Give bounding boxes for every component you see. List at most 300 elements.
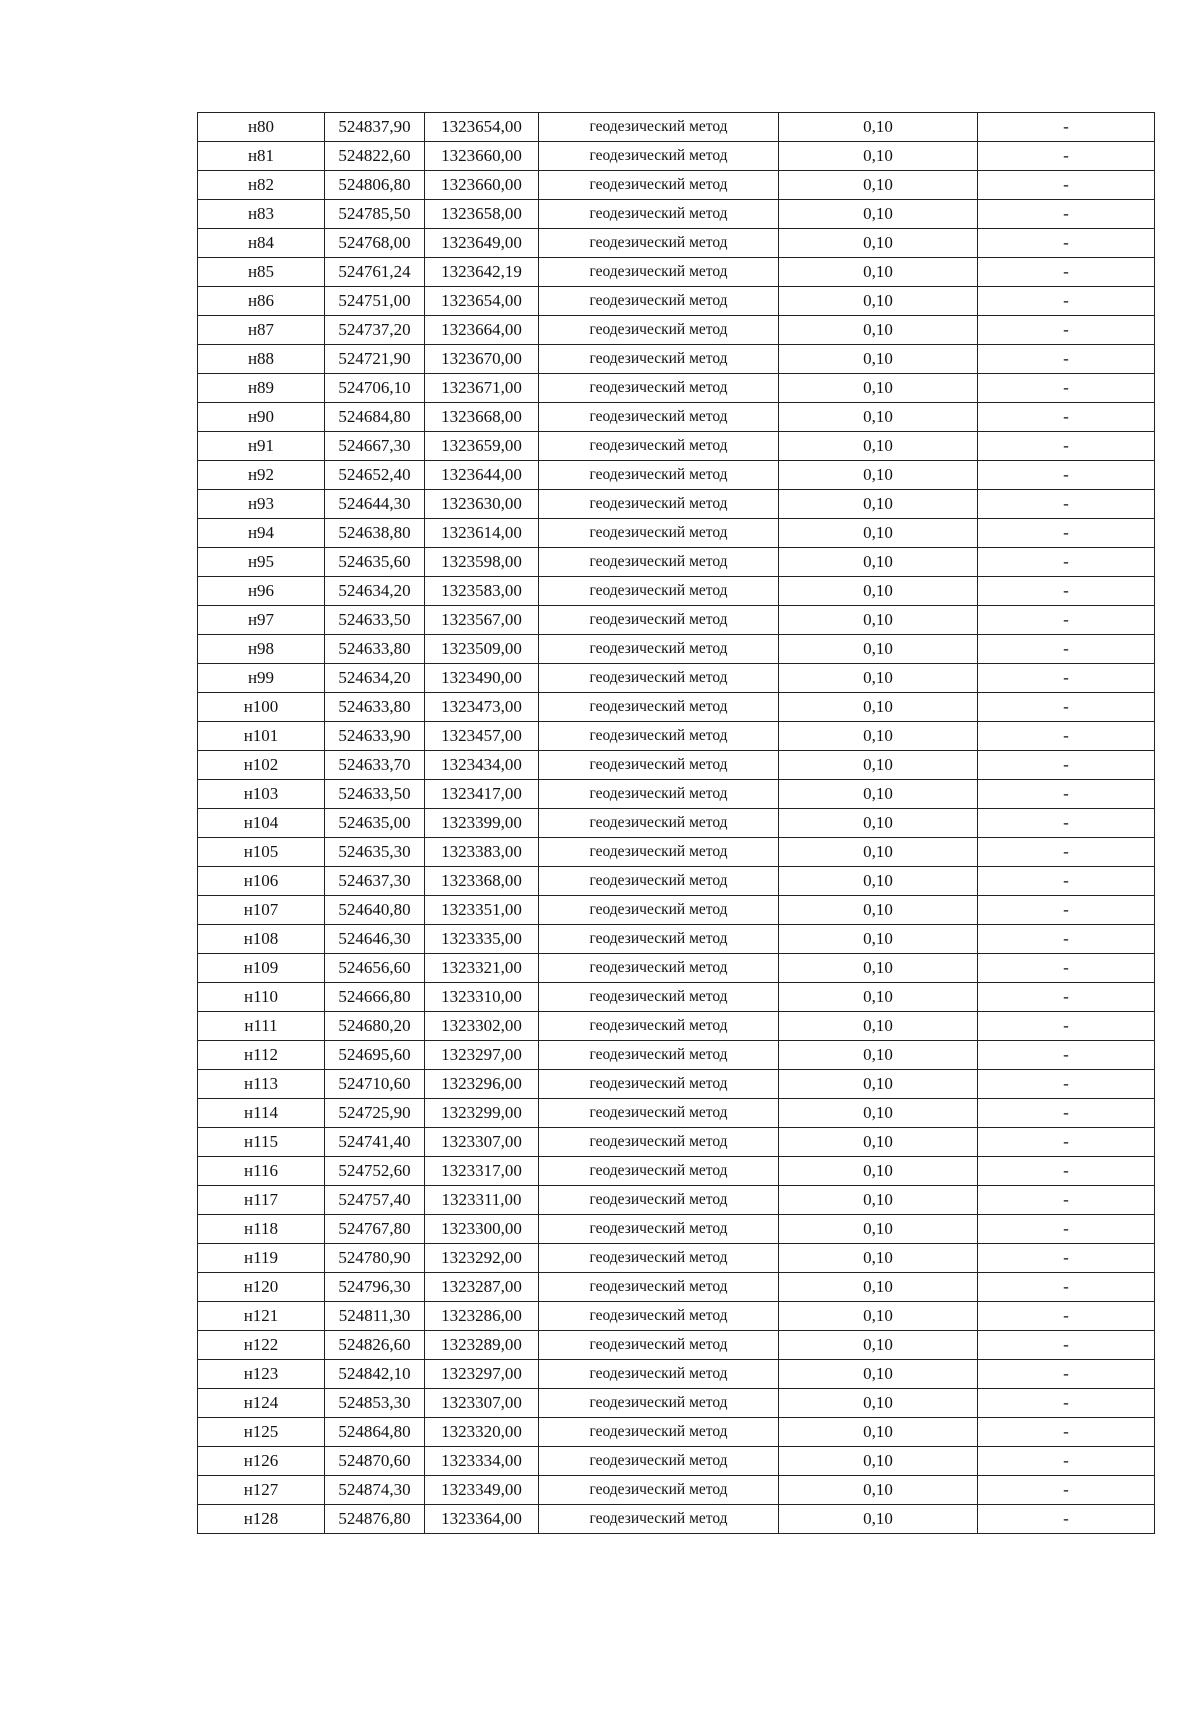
note-cell: - [978,1244,1155,1273]
method-cell: геодезический метод [539,258,779,287]
x-coordinate-cell: 524644,30 [325,490,425,519]
point-name-cell: н128 [198,1505,325,1534]
point-name-cell: н116 [198,1157,325,1186]
point-name-cell: н126 [198,1447,325,1476]
x-coordinate-cell: 524737,20 [325,316,425,345]
point-name-cell: н81 [198,142,325,171]
accuracy-cell: 0,10 [779,1070,978,1099]
note-cell: - [978,867,1155,896]
method-cell: геодезический метод [539,519,779,548]
table-row [198,200,1155,229]
method-cell: геодезический метод [539,577,779,606]
note-cell: - [978,1505,1155,1534]
y-coordinate-cell: 1323335,00 [425,925,539,954]
table-row [198,1273,1155,1302]
x-coordinate-cell: 524633,80 [325,693,425,722]
y-coordinate-cell: 1323399,00 [425,809,539,838]
note-cell: - [978,1418,1155,1447]
table-row [198,345,1155,374]
accuracy-cell: 0,10 [779,954,978,983]
method-cell: геодезический метод [539,780,779,809]
note-cell: - [978,606,1155,635]
note-cell: - [978,519,1155,548]
note-cell: - [978,432,1155,461]
y-coordinate-cell: 1323349,00 [425,1476,539,1505]
x-coordinate-cell: 524767,80 [325,1215,425,1244]
accuracy-cell: 0,10 [779,606,978,635]
accuracy-cell: 0,10 [779,693,978,722]
point-name-cell: н103 [198,780,325,809]
note-cell: - [978,983,1155,1012]
x-coordinate-cell: 524637,30 [325,867,425,896]
y-coordinate-cell: 1323671,00 [425,374,539,403]
accuracy-cell: 0,10 [779,171,978,200]
point-name-cell: н113 [198,1070,325,1099]
note-cell: - [978,258,1155,287]
table-row [198,780,1155,809]
method-cell: геодезический метод [539,1215,779,1244]
y-coordinate-cell: 1323567,00 [425,606,539,635]
y-coordinate-cell: 1323664,00 [425,316,539,345]
x-coordinate-cell: 524768,00 [325,229,425,258]
accuracy-cell: 0,10 [779,1099,978,1128]
accuracy-cell: 0,10 [779,867,978,896]
x-coordinate-cell: 524635,00 [325,809,425,838]
point-name-cell: н102 [198,751,325,780]
accuracy-cell: 0,10 [779,1331,978,1360]
y-coordinate-cell: 1323317,00 [425,1157,539,1186]
point-name-cell: н84 [198,229,325,258]
accuracy-cell: 0,10 [779,664,978,693]
method-cell: геодезический метод [539,1244,779,1273]
method-cell: геодезический метод [539,432,779,461]
y-coordinate-cell: 1323307,00 [425,1128,539,1157]
accuracy-cell: 0,10 [779,577,978,606]
note-cell: - [978,780,1155,809]
method-cell: геодезический метод [539,1302,779,1331]
point-name-cell: н89 [198,374,325,403]
method-cell: геодезический метод [539,548,779,577]
y-coordinate-cell: 1323289,00 [425,1331,539,1360]
accuracy-cell: 0,10 [779,229,978,258]
x-coordinate-cell: 524652,40 [325,461,425,490]
x-coordinate-cell: 524751,00 [325,287,425,316]
y-coordinate-cell: 1323583,00 [425,577,539,606]
y-coordinate-cell: 1323311,00 [425,1186,539,1215]
table-row [198,1244,1155,1273]
method-cell: геодезический метод [539,1476,779,1505]
table-row [198,229,1155,258]
method-cell: геодезический метод [539,809,779,838]
method-cell: геодезический метод [539,1360,779,1389]
point-name-cell: н104 [198,809,325,838]
point-name-cell: н119 [198,1244,325,1273]
y-coordinate-cell: 1323351,00 [425,896,539,925]
x-coordinate-cell: 524757,40 [325,1186,425,1215]
accuracy-cell: 0,10 [779,838,978,867]
point-name-cell: н123 [198,1360,325,1389]
method-cell: геодезический метод [539,403,779,432]
note-cell: - [978,1157,1155,1186]
table-row [198,548,1155,577]
table-row [198,1099,1155,1128]
table-row [198,374,1155,403]
note-cell: - [978,1331,1155,1360]
note-cell: - [978,1273,1155,1302]
method-cell: геодезический метод [539,1447,779,1476]
y-coordinate-cell: 1323297,00 [425,1041,539,1070]
accuracy-cell: 0,10 [779,432,978,461]
y-coordinate-cell: 1323292,00 [425,1244,539,1273]
method-cell: геодезический метод [539,664,779,693]
method-cell: геодезический метод [539,1389,779,1418]
accuracy-cell: 0,10 [779,142,978,171]
x-coordinate-cell: 524684,80 [325,403,425,432]
x-coordinate-cell: 524667,30 [325,432,425,461]
point-name-cell: н105 [198,838,325,867]
y-coordinate-cell: 1323307,00 [425,1389,539,1418]
y-coordinate-cell: 1323630,00 [425,490,539,519]
point-name-cell: н111 [198,1012,325,1041]
y-coordinate-cell: 1323659,00 [425,432,539,461]
table-row [198,983,1155,1012]
x-coordinate-cell: 524842,10 [325,1360,425,1389]
table-row [198,1157,1155,1186]
note-cell: - [978,316,1155,345]
accuracy-cell: 0,10 [779,113,978,142]
table-row [198,954,1155,983]
accuracy-cell: 0,10 [779,1505,978,1534]
note-cell: - [978,1447,1155,1476]
note-cell: - [978,896,1155,925]
y-coordinate-cell: 1323334,00 [425,1447,539,1476]
accuracy-cell: 0,10 [779,403,978,432]
note-cell: - [978,1070,1155,1099]
point-name-cell: н106 [198,867,325,896]
table-row [198,1302,1155,1331]
method-cell: геодезический метод [539,1041,779,1070]
x-coordinate-cell: 524822,60 [325,142,425,171]
method-cell: геодезический метод [539,838,779,867]
y-coordinate-cell: 1323457,00 [425,722,539,751]
method-cell: геодезический метод [539,374,779,403]
point-name-cell: н83 [198,200,325,229]
point-name-cell: н85 [198,258,325,287]
y-coordinate-cell: 1323434,00 [425,751,539,780]
y-coordinate-cell: 1323368,00 [425,867,539,896]
method-cell: геодезический метод [539,1099,779,1128]
method-cell: геодезический метод [539,1012,779,1041]
x-coordinate-cell: 524633,90 [325,722,425,751]
note-cell: - [978,925,1155,954]
table-row [198,258,1155,287]
note-cell: - [978,635,1155,664]
point-name-cell: н110 [198,983,325,1012]
table-row [198,896,1155,925]
point-name-cell: н124 [198,1389,325,1418]
x-coordinate-cell: 524633,50 [325,780,425,809]
accuracy-cell: 0,10 [779,1244,978,1273]
note-cell: - [978,1389,1155,1418]
note-cell: - [978,838,1155,867]
y-coordinate-cell: 1323299,00 [425,1099,539,1128]
note-cell: - [978,1012,1155,1041]
y-coordinate-cell: 1323296,00 [425,1070,539,1099]
x-coordinate-cell: 524634,20 [325,664,425,693]
y-coordinate-cell: 1323649,00 [425,229,539,258]
method-cell: геодезический метод [539,867,779,896]
point-name-cell: н99 [198,664,325,693]
point-name-cell: н109 [198,954,325,983]
table-row [198,461,1155,490]
x-coordinate-cell: 524666,80 [325,983,425,1012]
point-name-cell: н117 [198,1186,325,1215]
accuracy-cell: 0,10 [779,1128,978,1157]
x-coordinate-cell: 524640,80 [325,896,425,925]
point-name-cell: н127 [198,1476,325,1505]
table-row [198,519,1155,548]
method-cell: геодезический метод [539,200,779,229]
note-cell: - [978,1302,1155,1331]
x-coordinate-cell: 524710,60 [325,1070,425,1099]
accuracy-cell: 0,10 [779,751,978,780]
table-row [198,1012,1155,1041]
x-coordinate-cell: 524706,10 [325,374,425,403]
accuracy-cell: 0,10 [779,896,978,925]
x-coordinate-cell: 524635,60 [325,548,425,577]
table-row [198,925,1155,954]
x-coordinate-cell: 524864,80 [325,1418,425,1447]
method-cell: геодезический метод [539,983,779,1012]
table-row [198,316,1155,345]
table-row [198,809,1155,838]
note-cell: - [978,722,1155,751]
point-name-cell: н80 [198,113,325,142]
note-cell: - [978,1128,1155,1157]
point-name-cell: н120 [198,1273,325,1302]
method-cell: геодезический метод [539,1186,779,1215]
table-row [198,1186,1155,1215]
accuracy-cell: 0,10 [779,1157,978,1186]
y-coordinate-cell: 1323654,00 [425,287,539,316]
note-cell: - [978,461,1155,490]
x-coordinate-cell: 524826,60 [325,1331,425,1360]
note-cell: - [978,751,1155,780]
accuracy-cell: 0,10 [779,1302,978,1331]
point-name-cell: н88 [198,345,325,374]
y-coordinate-cell: 1323642,19 [425,258,539,287]
point-name-cell: н114 [198,1099,325,1128]
method-cell: геодезический метод [539,142,779,171]
method-cell: геодезический метод [539,896,779,925]
x-coordinate-cell: 524695,60 [325,1041,425,1070]
y-coordinate-cell: 1323364,00 [425,1505,539,1534]
table-row [198,403,1155,432]
table-row [198,1389,1155,1418]
y-coordinate-cell: 1323644,00 [425,461,539,490]
accuracy-cell: 0,10 [779,1476,978,1505]
table-row [198,1418,1155,1447]
note-cell: - [978,229,1155,258]
accuracy-cell: 0,10 [779,983,978,1012]
accuracy-cell: 0,10 [779,461,978,490]
point-name-cell: н95 [198,548,325,577]
x-coordinate-cell: 524638,80 [325,519,425,548]
x-coordinate-cell: 524876,80 [325,1505,425,1534]
y-coordinate-cell: 1323509,00 [425,635,539,664]
y-coordinate-cell: 1323670,00 [425,345,539,374]
x-coordinate-cell: 524725,90 [325,1099,425,1128]
point-name-cell: н125 [198,1418,325,1447]
point-name-cell: н108 [198,925,325,954]
y-coordinate-cell: 1323321,00 [425,954,539,983]
note-cell: - [978,1476,1155,1505]
point-name-cell: н101 [198,722,325,751]
y-coordinate-cell: 1323383,00 [425,838,539,867]
y-coordinate-cell: 1323490,00 [425,664,539,693]
table-row [198,1505,1155,1534]
method-cell: геодезический метод [539,461,779,490]
x-coordinate-cell: 524785,50 [325,200,425,229]
table-row [198,1331,1155,1360]
point-name-cell: н94 [198,519,325,548]
x-coordinate-cell: 524806,80 [325,171,425,200]
accuracy-cell: 0,10 [779,1215,978,1244]
method-cell: геодезический метод [539,113,779,142]
y-coordinate-cell: 1323300,00 [425,1215,539,1244]
x-coordinate-cell: 524646,30 [325,925,425,954]
note-cell: - [978,1041,1155,1070]
table-row [198,635,1155,664]
note-cell: - [978,490,1155,519]
y-coordinate-cell: 1323660,00 [425,171,539,200]
method-cell: геодезический метод [539,751,779,780]
method-cell: геодезический метод [539,316,779,345]
accuracy-cell: 0,10 [779,809,978,838]
note-cell: - [978,200,1155,229]
x-coordinate-cell: 524680,20 [325,1012,425,1041]
table-row [198,664,1155,693]
y-coordinate-cell: 1323287,00 [425,1273,539,1302]
accuracy-cell: 0,10 [779,490,978,519]
note-cell: - [978,287,1155,316]
point-name-cell: н96 [198,577,325,606]
x-coordinate-cell: 524634,20 [325,577,425,606]
point-name-cell: н121 [198,1302,325,1331]
y-coordinate-cell: 1323286,00 [425,1302,539,1331]
table-row [198,1476,1155,1505]
note-cell: - [978,1360,1155,1389]
accuracy-cell: 0,10 [779,519,978,548]
y-coordinate-cell: 1323297,00 [425,1360,539,1389]
point-name-cell: н97 [198,606,325,635]
x-coordinate-cell: 524752,60 [325,1157,425,1186]
y-coordinate-cell: 1323658,00 [425,200,539,229]
x-coordinate-cell: 524633,50 [325,606,425,635]
method-cell: геодезический метод [539,722,779,751]
x-coordinate-cell: 524837,90 [325,113,425,142]
point-name-cell: н100 [198,693,325,722]
method-cell: геодезический метод [539,954,779,983]
table-row [198,142,1155,171]
table-row [198,432,1155,461]
method-cell: геодезический метод [539,171,779,200]
accuracy-cell: 0,10 [779,258,978,287]
x-coordinate-cell: 524635,30 [325,838,425,867]
method-cell: геодезический метод [539,1418,779,1447]
x-coordinate-cell: 524656,60 [325,954,425,983]
accuracy-cell: 0,10 [779,1273,978,1302]
table-row [198,867,1155,896]
coordinates-table-body [198,113,1155,1534]
method-cell: геодезический метод [539,345,779,374]
y-coordinate-cell: 1323310,00 [425,983,539,1012]
accuracy-cell: 0,10 [779,345,978,374]
method-cell: геодезический метод [539,635,779,664]
accuracy-cell: 0,10 [779,1418,978,1447]
note-cell: - [978,664,1155,693]
note-cell: - [978,809,1155,838]
x-coordinate-cell: 524761,24 [325,258,425,287]
point-name-cell: н112 [198,1041,325,1070]
y-coordinate-cell: 1323473,00 [425,693,539,722]
x-coordinate-cell: 524633,80 [325,635,425,664]
method-cell: геодезический метод [539,229,779,258]
point-name-cell: н118 [198,1215,325,1244]
y-coordinate-cell: 1323598,00 [425,548,539,577]
y-coordinate-cell: 1323654,00 [425,113,539,142]
y-coordinate-cell: 1323417,00 [425,780,539,809]
table-row [198,287,1155,316]
y-coordinate-cell: 1323668,00 [425,403,539,432]
x-coordinate-cell: 524874,30 [325,1476,425,1505]
point-name-cell: н107 [198,896,325,925]
x-coordinate-cell: 524721,90 [325,345,425,374]
note-cell: - [978,693,1155,722]
point-name-cell: н82 [198,171,325,200]
accuracy-cell: 0,10 [779,635,978,664]
table-row [198,1447,1155,1476]
method-cell: геодезический метод [539,1128,779,1157]
y-coordinate-cell: 1323660,00 [425,142,539,171]
coordinates-table [197,112,1155,1534]
method-cell: геодезический метод [539,1157,779,1186]
table-row [198,1360,1155,1389]
point-name-cell: н93 [198,490,325,519]
table-row [198,606,1155,635]
accuracy-cell: 0,10 [779,1012,978,1041]
note-cell: - [978,345,1155,374]
accuracy-cell: 0,10 [779,1186,978,1215]
method-cell: геодезический метод [539,925,779,954]
point-name-cell: н90 [198,403,325,432]
y-coordinate-cell: 1323614,00 [425,519,539,548]
x-coordinate-cell: 524780,90 [325,1244,425,1273]
table-row [198,1128,1155,1157]
accuracy-cell: 0,10 [779,374,978,403]
table-row [198,113,1155,142]
table-row [198,577,1155,606]
accuracy-cell: 0,10 [779,1447,978,1476]
x-coordinate-cell: 524853,30 [325,1389,425,1418]
accuracy-cell: 0,10 [779,1041,978,1070]
x-coordinate-cell: 524741,40 [325,1128,425,1157]
note-cell: - [978,577,1155,606]
method-cell: геодезический метод [539,1070,779,1099]
point-name-cell: н92 [198,461,325,490]
note-cell: - [978,548,1155,577]
point-name-cell: н91 [198,432,325,461]
